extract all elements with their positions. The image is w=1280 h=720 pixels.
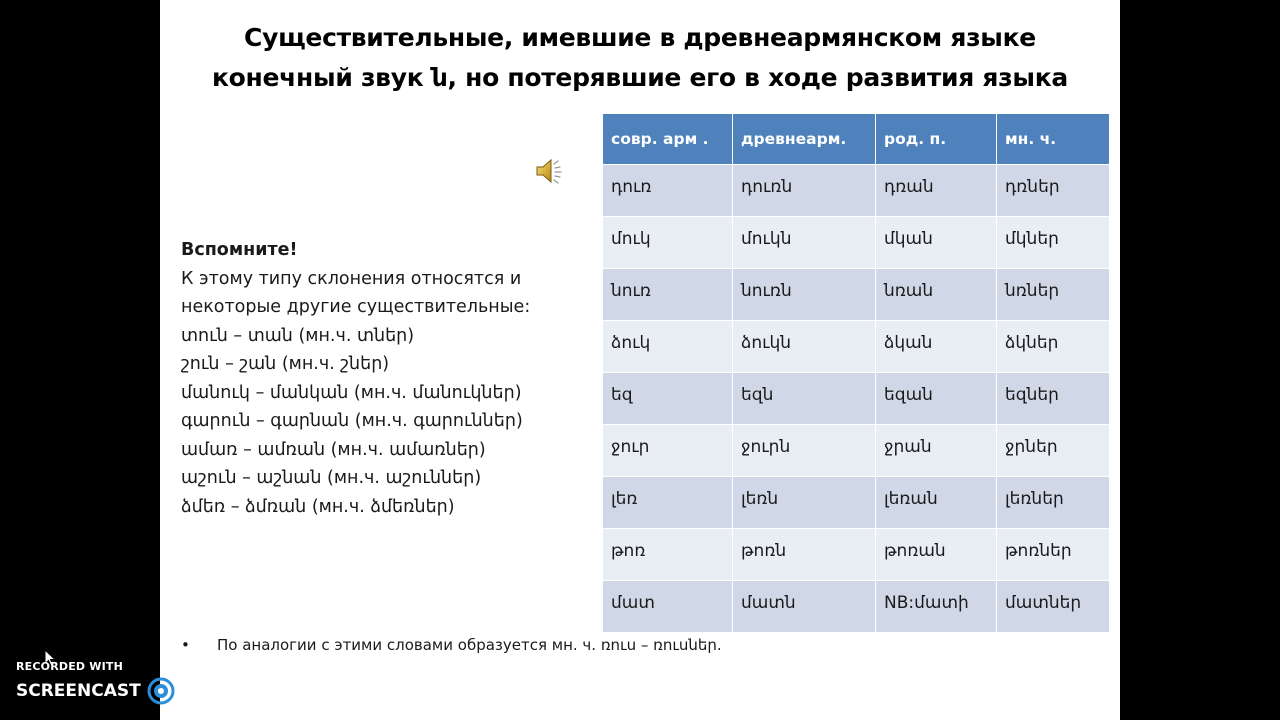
remember-line: աշուն – աշնան (мн.ч. աշուններ) <box>181 468 482 488</box>
slide <box>160 0 1120 720</box>
table-row <box>603 581 1110 633</box>
table-cell: մուկն <box>733 217 876 269</box>
table-row <box>603 477 1110 529</box>
remember-line: շուն – շան (мн.ч. շներ) <box>181 354 390 374</box>
table-cell: ձուկն <box>733 321 876 373</box>
table-cell: թոռներ <box>997 529 1110 581</box>
bullet-icon: • <box>181 636 190 654</box>
table-cell: դուռն <box>733 165 876 217</box>
table-cell: ջուր <box>603 425 733 477</box>
title-line-2: конечный звук ն, но потерявшие его в ходе развития языка <box>212 63 1068 92</box>
table-row <box>603 373 1110 425</box>
remember-line: տուն – տան (мн.ч. տներ) <box>181 325 415 346</box>
table-row <box>603 529 1110 581</box>
table-cell: նռներ <box>997 269 1110 321</box>
watermark-recorded-with: RECORDED WITH <box>16 660 124 673</box>
declension-table <box>602 113 1110 633</box>
column-header: род. п. <box>876 114 997 165</box>
remember-block <box>181 236 601 521</box>
table-cell: լեռներ <box>997 477 1110 529</box>
remember-line: գարուն – գարնան (мн.ч. գարուններ) <box>181 411 523 431</box>
table-cell: NB:մատի <box>876 581 997 633</box>
analogy-note <box>181 636 722 654</box>
column-header: мн. ч. <box>997 114 1110 165</box>
remember-line: մանուկ – մանկան (мн.ч. մանուկներ) <box>181 382 522 403</box>
table-cell: եզներ <box>997 373 1110 425</box>
table-cell: ձկան <box>876 321 997 373</box>
remember-line: ամառ – ամռան (мн.ч. ամառներ) <box>181 439 486 460</box>
column-header: совр. арм . <box>603 114 733 165</box>
table-cell: ջուրն <box>733 425 876 477</box>
note-text: По аналогии с этими словами образуется мн. ч. ռուս – ռուսներ. <box>217 636 722 654</box>
table-cell: մկներ <box>997 217 1110 269</box>
column-header: древнеарм. <box>733 114 876 165</box>
remember-line: ձմեռ – ձմռան (мн.ч. ձմեռներ) <box>181 496 455 517</box>
table-cell: թոռ <box>603 529 733 581</box>
table-cell: եզ <box>603 373 733 425</box>
table-cell: նուռն <box>733 269 876 321</box>
table-header-row <box>603 114 1110 165</box>
table-cell: մատներ <box>997 581 1110 633</box>
table-cell: մկան <box>876 217 997 269</box>
table-cell: մատ <box>603 581 733 633</box>
table-row <box>603 269 1110 321</box>
remember-line: К этому типу склонения относятся и <box>181 268 522 289</box>
watermark-brand-right: MATIC <box>175 681 235 701</box>
table-cell: ձուկ <box>603 321 733 373</box>
table-cell: թոռն <box>733 529 876 581</box>
watermark-brand-left: SCREENCAST <box>16 681 141 701</box>
table-cell: դռներ <box>997 165 1110 217</box>
table-cell: եզան <box>876 373 997 425</box>
table-cell: նռան <box>876 269 997 321</box>
remember-heading: Вспомните! <box>181 240 298 260</box>
table-cell: լեռ <box>603 477 733 529</box>
screencast-logo-icon <box>147 677 175 705</box>
screencast-watermark <box>16 660 235 705</box>
table-cell: ջրան <box>876 425 997 477</box>
title-line-1: Существительные, имевшие в древнеармянском языке <box>244 23 1036 52</box>
remember-line: некоторые другие существительные: <box>181 297 531 317</box>
table-cell: նուռ <box>603 269 733 321</box>
table-cell: լեռան <box>876 477 997 529</box>
speaker-icon[interactable] <box>532 154 566 188</box>
slide-title <box>160 18 1120 98</box>
table-cell: ջրներ <box>997 425 1110 477</box>
table-row <box>603 425 1110 477</box>
table-cell: մատն <box>733 581 876 633</box>
table-cell: լեռն <box>733 477 876 529</box>
watermark-brand <box>16 677 235 705</box>
table-cell: թոռան <box>876 529 997 581</box>
table-cell: եզն <box>733 373 876 425</box>
table-row <box>603 217 1110 269</box>
table-cell: ձկներ <box>997 321 1110 373</box>
table-cell: դռան <box>876 165 997 217</box>
table-row <box>603 165 1110 217</box>
table-row <box>603 321 1110 373</box>
table-cell: դուռ <box>603 165 733 217</box>
table-cell: մուկ <box>603 217 733 269</box>
